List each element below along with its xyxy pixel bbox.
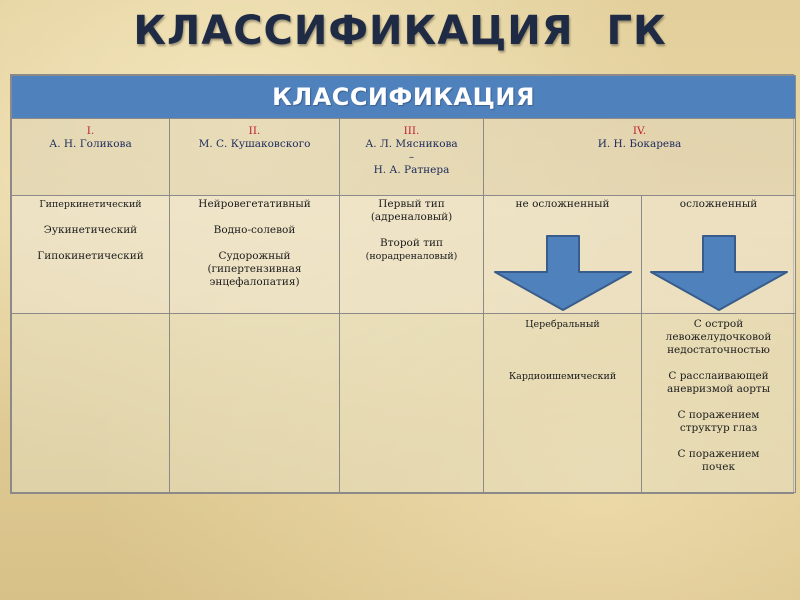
author-cell-bokarev [484, 119, 796, 196]
author-name: И. Н. Бокарева [597, 138, 682, 150]
types-cell-uncomplicated [484, 196, 642, 314]
roman-numeral: I. [86, 125, 95, 137]
type-item: Судорожный [218, 250, 291, 262]
type-item: Эукинетический [43, 224, 138, 236]
types-cell-myasnikov-ratner [340, 196, 484, 314]
complicated-forms-cell [642, 314, 796, 493]
type-item: Гиперкинетический [39, 199, 142, 210]
types-cell-complicated [642, 196, 796, 314]
author-cell-golikov [12, 119, 170, 196]
roman-numeral: II. [248, 125, 261, 137]
type-item: Нейровегетативный [198, 198, 311, 210]
author-name: А. Н. Голикова [49, 138, 132, 150]
form-item: С расслаивающей [668, 370, 769, 382]
uncomplicated-forms-cell [484, 314, 642, 493]
author-name: М. С. Кушаковского [198, 138, 311, 150]
type-item: (адреналовый) [370, 211, 453, 223]
empty-cell [170, 314, 340, 493]
type-item: Второй тип [379, 237, 444, 249]
type-item: (норадреналовый) [365, 251, 458, 262]
roman-numeral: III. [403, 125, 420, 137]
type-item: не осложненный [515, 198, 610, 210]
author-dash: – [408, 151, 415, 163]
form-item: Церебральный [525, 319, 600, 330]
type-item: Первый тип [378, 198, 445, 210]
type-item: (гипертензивная [207, 263, 302, 275]
form-item: С поражением [677, 409, 760, 421]
types-cell-golikov [12, 196, 170, 314]
form-item: недостаточностью [667, 344, 770, 356]
type-item: энцефалопатия) [209, 276, 300, 288]
empty-cell [12, 314, 170, 493]
author-name: Н. А. Ратнера [373, 164, 450, 176]
types-cell-kushakovsky [170, 196, 340, 314]
type-item: осложненный [679, 198, 758, 210]
form-item: Кардиоишемический [508, 371, 617, 382]
form-item: структур глаз [679, 422, 758, 434]
form-item: С поражением [677, 448, 760, 460]
form-item: левожелудочковой [665, 331, 772, 343]
form-item: почек [701, 461, 736, 473]
table-header: КЛАССИФИКАЦИЯ [12, 76, 796, 119]
classification-table [10, 74, 794, 494]
author-cell-myasnikov-ratner [340, 119, 484, 196]
down-arrow-icon [491, 234, 635, 314]
slide-title: КЛАССИФИКАЦИЯ ГК [133, 8, 667, 54]
author-name: А. Л. Мясникова [365, 138, 458, 150]
roman-numeral: IV. [632, 125, 647, 137]
down-arrow-icon [647, 234, 791, 314]
type-item: Гипокинетический [37, 250, 144, 262]
form-item: аневризмой аорты [666, 383, 771, 395]
type-item: Водно-солевой [213, 224, 296, 236]
empty-cell [340, 314, 484, 493]
form-item: С острой [693, 318, 744, 330]
author-cell-kushakovsky [170, 119, 340, 196]
